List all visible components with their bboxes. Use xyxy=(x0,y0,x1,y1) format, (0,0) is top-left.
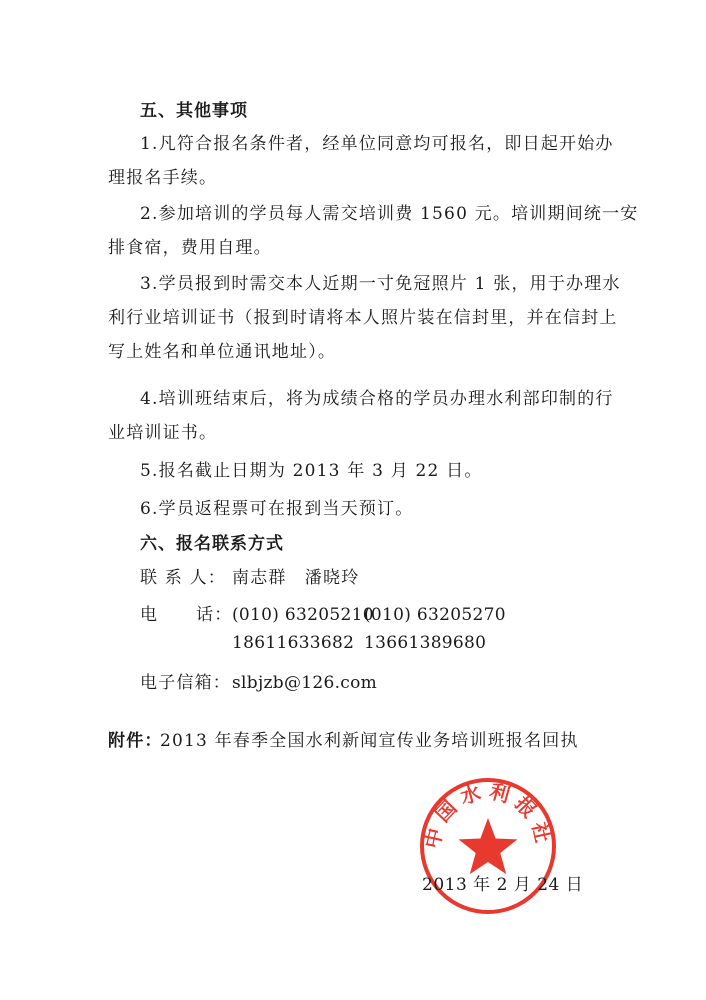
phone-3: 18611633682 xyxy=(232,633,355,653)
section6-heading: 六、报名联系方式 xyxy=(140,534,284,554)
contact-names: 南志群 潘晓玲 xyxy=(232,568,360,588)
item5: 5.报名截止日期为 2013 年 3 月 22 日。 xyxy=(140,461,483,481)
item3-line1: 3.学员报到时需交本人近期一寸免冠照片 1 张，用于办理水 xyxy=(140,274,621,294)
email-label: 电子信箱： xyxy=(140,673,231,693)
phone-4: 13661389680 xyxy=(364,633,487,653)
item4-line2: 业培训证书。 xyxy=(108,423,218,443)
item6: 6.学员返程票可在报到当天预订。 xyxy=(140,499,414,519)
phone-label-a: 电 xyxy=(140,605,159,625)
phone-label-b: 话： xyxy=(196,605,233,625)
item2-line1: 2.参加培训的学员每人需交培训费 1560 元。培训期间统一安 xyxy=(140,204,639,224)
phone-1: (010) 63205210 xyxy=(232,605,374,625)
seal-text: 中国水利报社 xyxy=(419,778,557,851)
item4-line1: 4.培训班结束后，将为成绩合格的学员办理水利部印制的行 xyxy=(140,389,614,409)
item3-line3: 写上姓名和单位通讯地址）。 xyxy=(108,342,337,362)
section5-heading: 五、其他事项 xyxy=(140,101,248,121)
seal-icon xyxy=(418,776,558,916)
item1-line1: 1.凡符合报名条件者，经单位同意均可报名，即日起开始办 xyxy=(140,134,614,154)
email-address: slbjzb@126.com xyxy=(232,673,378,693)
star-icon xyxy=(459,818,518,874)
item3-line2: 利行业培训证书（报到时请将本人照片装在信封里，并在信封上 xyxy=(108,308,618,328)
phone-2: (010) 63205270 xyxy=(364,605,506,625)
attachment-text: 2013 年春季全国水利新闻宣传业务培训班报名回执 xyxy=(160,731,579,751)
item2-line2: 排食宿，费用自理。 xyxy=(108,238,272,258)
document-date: 2013 年 2 月 24 日 xyxy=(422,875,584,895)
contact-label: 联 系 人： xyxy=(140,568,227,588)
item1-line2: 理报名手续。 xyxy=(108,168,218,188)
attachment-label: 附件： xyxy=(108,731,163,751)
official-seal xyxy=(418,776,558,916)
